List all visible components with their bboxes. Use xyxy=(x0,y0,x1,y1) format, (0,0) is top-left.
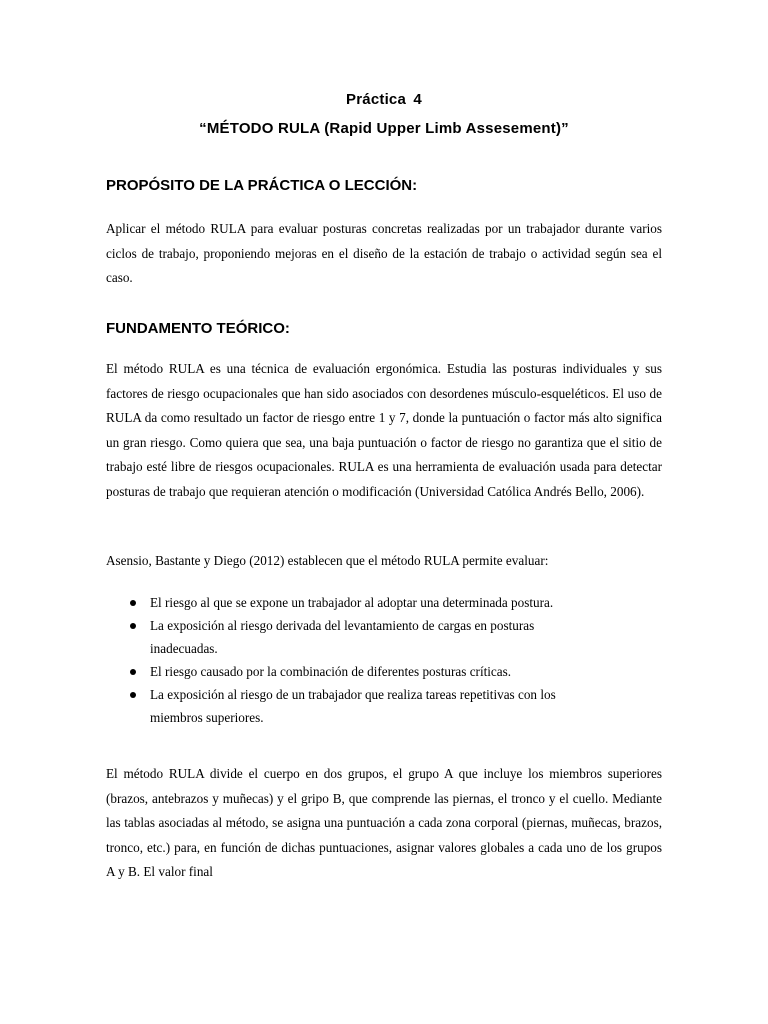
practice-number-title: Práctica 4 xyxy=(346,91,422,108)
bullet-text: El riesgo al que se expone un trabajador al adoptar una determinada postura. xyxy=(150,595,554,610)
theory-heading: FUNDAMENTO TEÓRICO: xyxy=(106,320,290,337)
bullet-item xyxy=(106,614,560,660)
evaluation-bullet-list xyxy=(106,591,626,729)
bullet-text: La exposición al riesgo de un trabajador que realiza tareas repetitivas con los miembros superiores. xyxy=(150,687,556,725)
bullet-text: La exposición al riesgo derivada del levantamiento de cargas en posturas inadecuadas. xyxy=(150,618,535,656)
bullet-dot-icon xyxy=(130,692,136,698)
bullet-dot-icon xyxy=(130,623,136,629)
bullet-dot-icon xyxy=(130,669,136,675)
bullet-item xyxy=(106,591,560,614)
bullet-dot-icon xyxy=(130,600,136,606)
method-title: “MÉTODO RULA (Rapid Upper Limb Assesement)” xyxy=(199,120,569,137)
bullet-item xyxy=(106,660,560,683)
purpose-paragraph: Aplicar el método RULA para evaluar posturas concretas realizadas por un trabajador durante varios ciclos de trabajo, proponiendo mejoras en el diseño de la estación de trabajo o actividad según sea el caso. xyxy=(106,221,662,285)
body-groups-paragraph: El método RULA divide el cuerpo en dos grupos, el grupo A que incluye los miembros superiores (brazos, antebrazos y muñecas) y el gripo B, que comprende las piernas, el tronco y el cuello. Mediante las tablas asociadas al método, se asigna una puntuación a cada zona corporal (piernas, muñecas, brazos, tronco, etc.) para, en función de dichas puntuaciones, asignar valores globales a cada uno de los grupos A y B. El valor final xyxy=(106,766,662,879)
bullet-text: El riesgo causado por la combinación de diferentes posturas críticas. xyxy=(150,664,512,679)
theory-paragraph: El método RULA es una técnica de evaluación ergonómica. Estudia las posturas individuales y sus factores de riesgo ocupacionales que han sido asociados con desordenes músculo-esqueléticos. El uso de RULA da como resultado un factor de riesgo entre 1 y 7, donde la puntuación o factor más alto significa un gran riesgo. Como quiera que sea, una baja puntuación o factor de riesgo no garantiza que el sitio de trabajo esté libre de riesgos ocupacionales. RULA es una herramienta de evaluación usada para detectar posturas de trabajo que requieran atención o modificación (Universidad Católica Andrés Bello, 2006). xyxy=(106,361,662,499)
purpose-heading: PROPÓSITO DE LA PRÁCTICA O LECCIÓN: xyxy=(106,177,418,194)
bullet-item xyxy=(106,683,560,729)
list-intro-paragraph: Asensio, Bastante y Diego (2012) establecen que el método RULA permite evaluar: xyxy=(106,553,549,568)
